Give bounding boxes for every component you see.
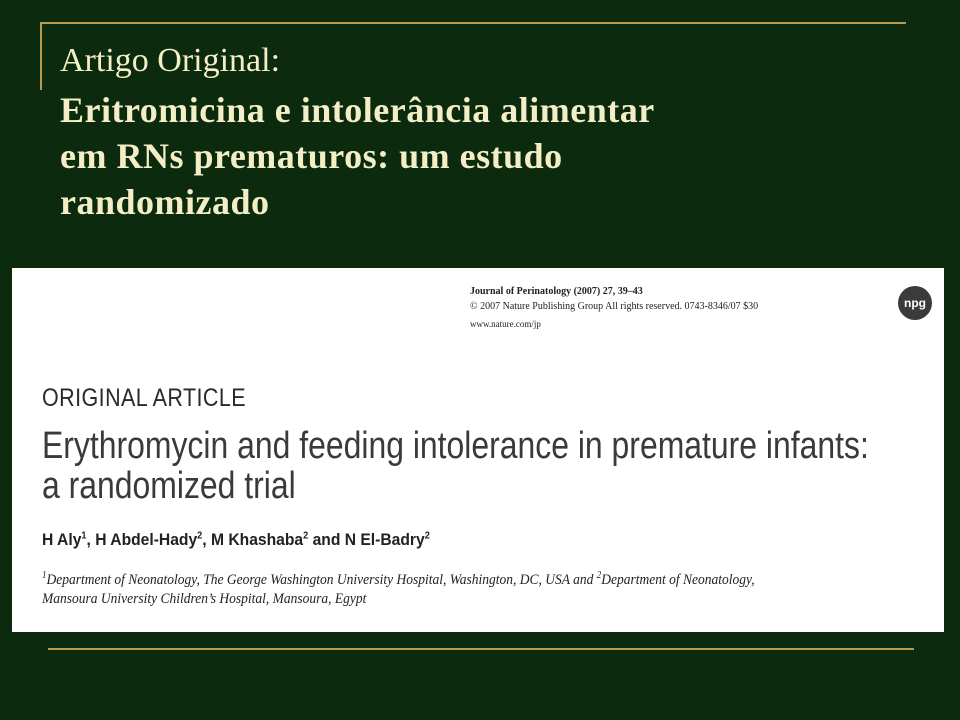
author-affiliation-mark: 1 xyxy=(81,530,87,542)
article-title-line-1: Erythromycin and feeding intolerance in premature infants: xyxy=(42,425,869,467)
section-label: ORIGINAL ARTICLE xyxy=(42,384,247,412)
bottom-rule xyxy=(48,648,914,650)
author-affiliation-mark: 2 xyxy=(303,530,309,542)
author-affiliation-mark: 2 xyxy=(424,530,430,542)
author-separator: , xyxy=(202,530,211,549)
affiliation-mark: 2 xyxy=(596,570,602,581)
affiliation-line-1 xyxy=(42,566,942,590)
npg-logo-text: npg xyxy=(904,296,926,310)
journal-info xyxy=(470,284,890,332)
slide-kicker: Artigo Original: xyxy=(60,42,281,79)
affiliation-1-text: Department of Neonatology, The George Washington University Hospital, Washington, DC, USA and xyxy=(46,572,597,588)
top-rule xyxy=(40,22,906,24)
affiliations xyxy=(42,566,942,609)
slide-headline-line-3: randomizado xyxy=(60,182,270,222)
article-title-line-2: a randomized trial xyxy=(42,465,296,507)
left-rule xyxy=(40,22,42,90)
journal-url: www.nature.com/jp xyxy=(470,319,541,329)
affiliation-line-2: Mansoura University Children’s Hospital, Mansoura, Egypt xyxy=(42,591,367,607)
slide-title-block xyxy=(60,40,940,230)
article-title xyxy=(42,426,882,506)
article-header-image xyxy=(12,268,944,632)
author-affiliation-mark: 2 xyxy=(197,530,203,542)
author-name: H Aly xyxy=(42,530,82,549)
npg-logo xyxy=(898,286,932,320)
copyright-line: © 2007 Nature Publishing Group All rights reserved. 0743-8346/07 $30 xyxy=(470,301,759,312)
affiliation-mark: 1 xyxy=(42,570,47,581)
affiliation-2-text: Department of Neonatology, xyxy=(601,572,755,588)
author-name: N El-Badry xyxy=(344,530,425,549)
journal-citation: Journal of Perinatology (2007) 27, 39–43 xyxy=(470,286,643,297)
slide-headline-line-1: Eritromicina e intolerância alimentar xyxy=(60,90,655,130)
author-name: H Abdel-Hady xyxy=(95,530,198,549)
author-name: M Khashaba xyxy=(210,530,304,549)
author-separator: , xyxy=(86,530,96,549)
author-separator: and xyxy=(308,530,345,549)
slide-headline-line-2: em RNs prematuros: um estudo xyxy=(60,136,563,176)
author-list xyxy=(42,530,960,550)
